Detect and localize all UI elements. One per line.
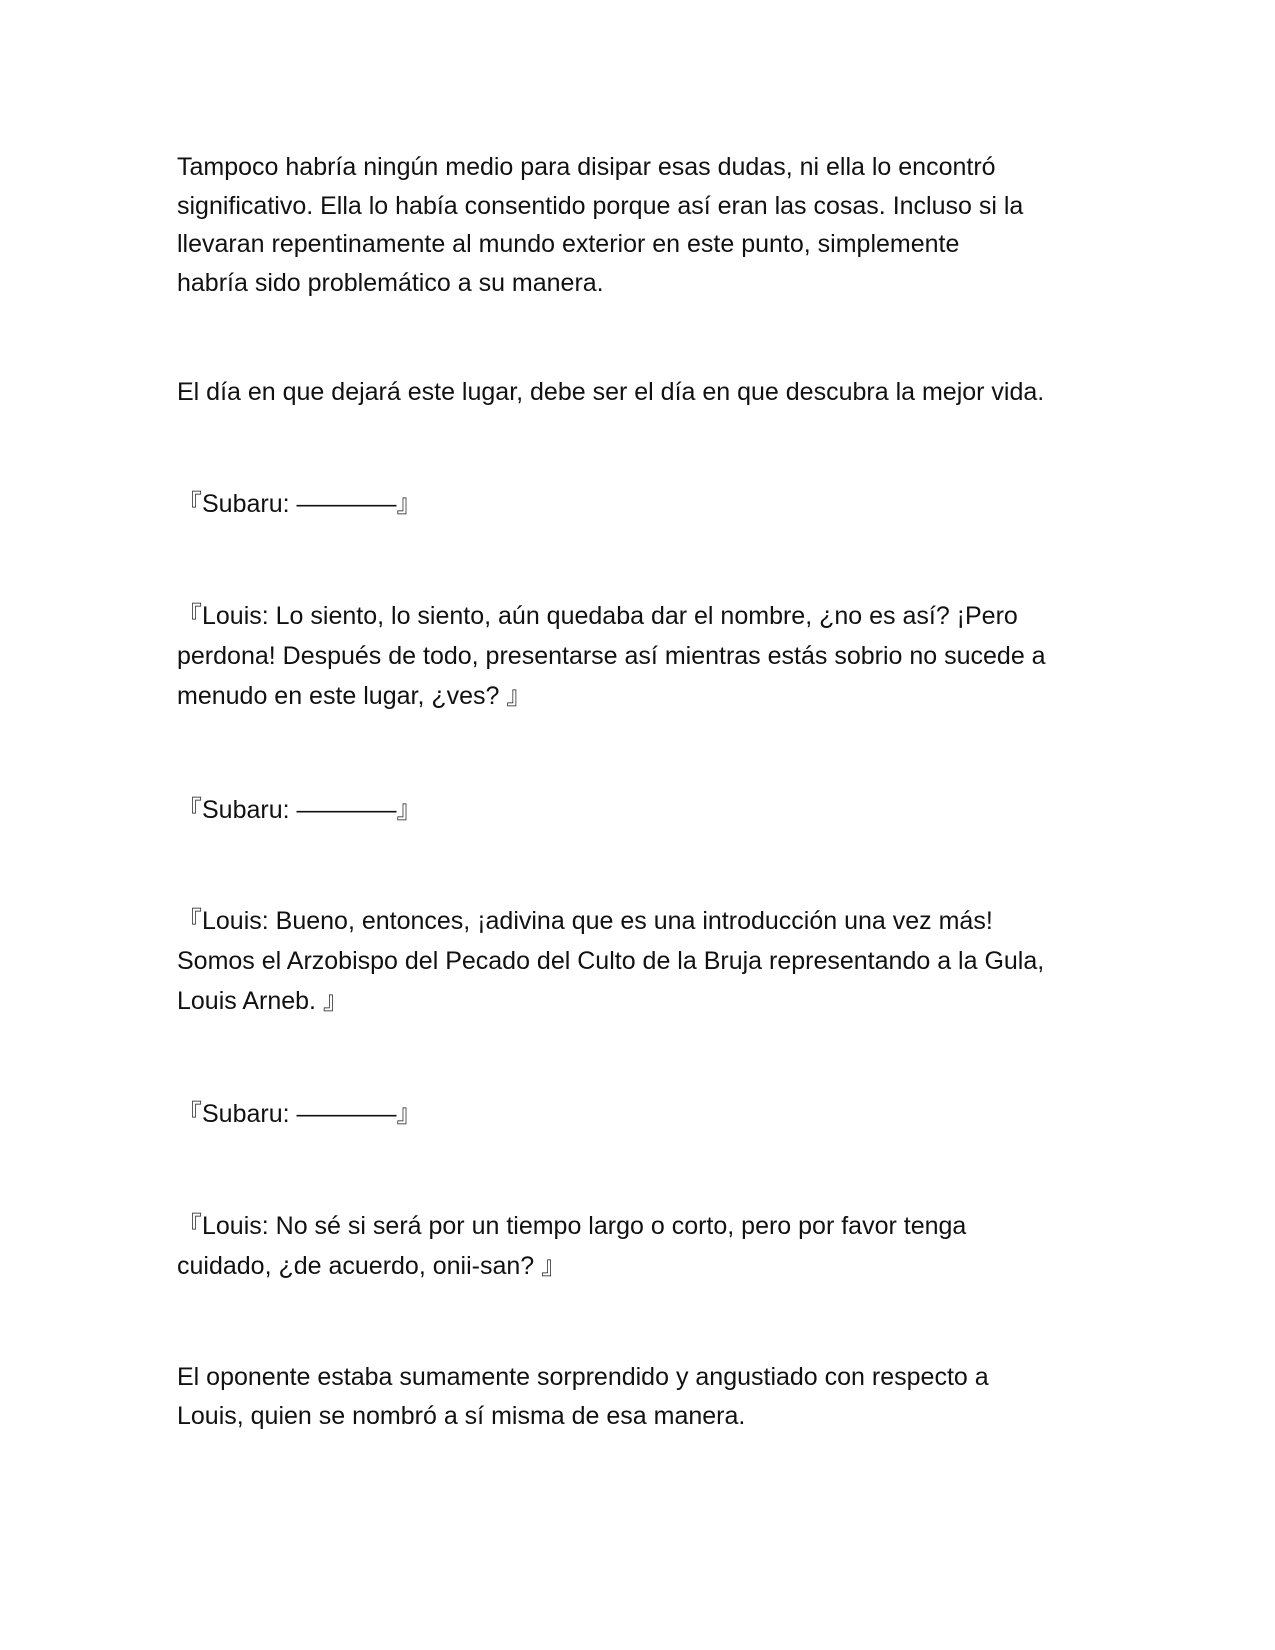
- narration-paragraph: El día en que dejará este lugar, debe ser el día en que descubra la mejor vida.: [177, 378, 1045, 406]
- dialogue-line-subaru: 『Subaru: ————』: [177, 490, 422, 518]
- narration-paragraph: Tampoco habría ningún medio para disipar esas dudas, ni ella lo encontró significativo. Ella lo había consentido porque así eran las cosas. Incluso si la llevaran repentinamente al mundo exterior en este punto, simplemente habría sido problemático a su manera.: [177, 153, 1024, 297]
- dialogue-line-louis: 『Louis: Bueno, entonces, ¡adivina que es una introducción una vez más! Somos el Arzobispo del Pecado del Culto de la Bruja representando a la Gula, Louis Arneb. 』: [177, 907, 1045, 1015]
- dialogue-line-louis: 『Louis: No sé si será por un tiempo largo o corto, pero por favor tenga cuidado, ¿de acuerdo, onii-san? 』: [177, 1212, 967, 1280]
- dialogue-line-subaru: 『Subaru: ————』: [177, 1100, 422, 1128]
- dialogue-line-louis: 『Louis: Lo siento, lo siento, aún quedaba dar el nombre, ¿no es así? ¡Pero perdona! Después de todo, presentarse así mientras estás sobrio no sucede a menudo en este lugar, ¿ves? 』: [177, 602, 1046, 710]
- dialogue-line-subaru: 『Subaru: ————』: [177, 796, 422, 824]
- narration-paragraph: El oponente estaba sumamente sorprendido y angustiado con respecto a Louis, quien se nombró a sí misma de esa manera.: [177, 1363, 989, 1430]
